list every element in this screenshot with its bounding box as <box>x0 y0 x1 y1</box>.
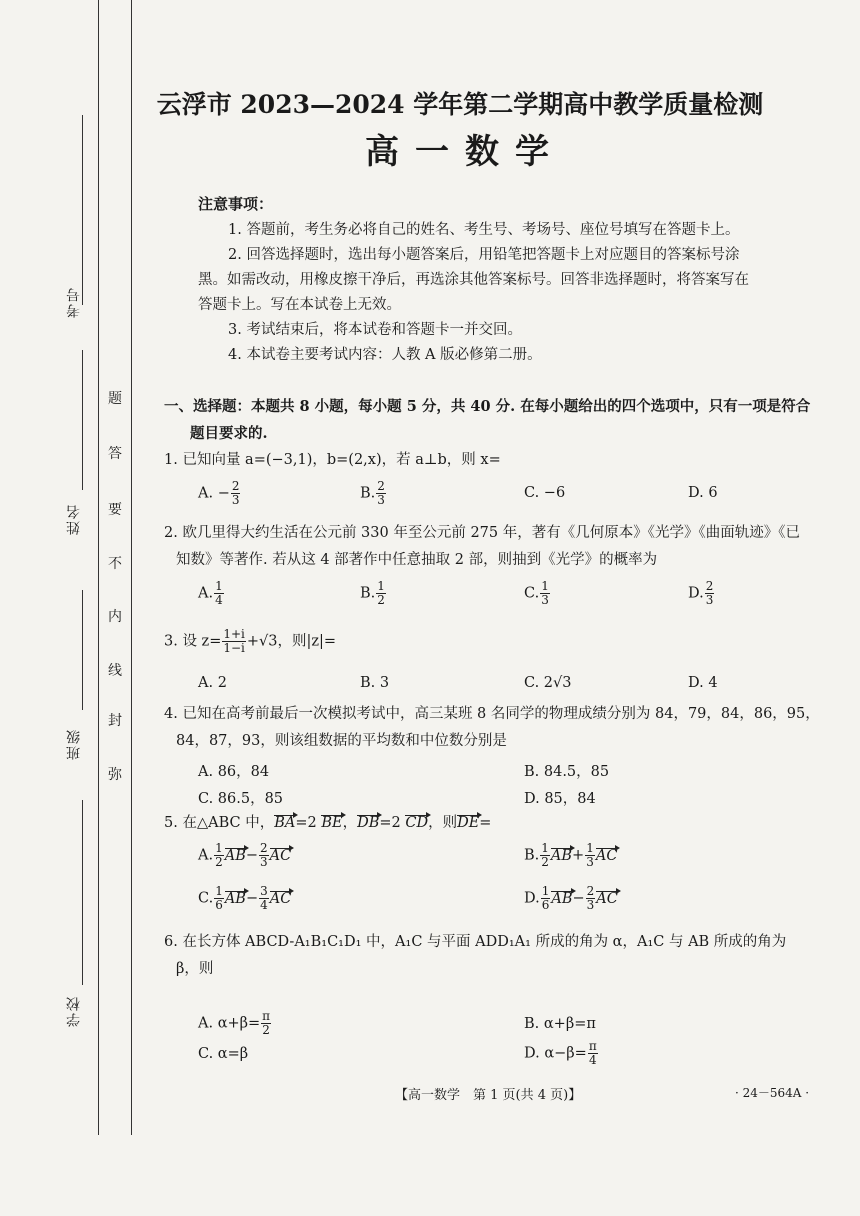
q5-option-b: B. $\frac{1}{2}$ AB+ $\frac{1}{3}$ AC <box>524 841 618 869</box>
seal-char-2: 要 <box>108 502 122 518</box>
seal-char-1: 答 <box>108 446 122 462</box>
notice-item-2: 2. 回答选择题时，选出每小题答案后，用铅笔把答题卡上对应题目的答案标号涂 <box>228 247 740 263</box>
xuexiao-label: 学校 <box>66 995 82 1027</box>
subject-title: 高一数学 <box>365 132 565 172</box>
seal-char-4: 内 <box>108 609 122 625</box>
seal-char-0: 题 <box>108 391 122 407</box>
paper-code: · 24－564A · <box>735 1086 810 1100</box>
question-6-line2: β，则 <box>176 961 214 977</box>
xuexiao-blank <box>82 800 83 985</box>
q2-option-b: B. $\frac{1}{2}$ <box>360 579 385 607</box>
q1-option-b: B. $\frac{2}{3}$ <box>360 479 385 507</box>
notice-item-2-cont2: 答题卡上。写在本试卷上无效。 <box>198 297 401 313</box>
banji-label: 班级 <box>66 728 82 760</box>
q6-option-d: D. α−β= $\frac{\pi}{4}$ <box>524 1039 597 1067</box>
notice-item-4: 4. 本试卷主要考试内容：人教 A 版必修第二册。 <box>228 347 542 363</box>
section-heading <box>164 393 834 447</box>
seal-char-3: 不 <box>108 556 122 572</box>
q6-option-c: C. α=β <box>198 1046 249 1062</box>
q4-option-b: B. 84.5，85 <box>524 764 610 780</box>
question-4-line1: 4. 已知在高考前最后一次模拟考试中，高三某班 8 名同学的物理成绩分别为 84，79，84，86，95， <box>164 706 820 722</box>
question-6-line1: 6. 在长方体 ABCD-A₁B₁C₁D₁ 中，A₁C 与平面 ADD₁A₁ 所成的角为 α，A₁C 与 AB 所成的角为 <box>164 934 787 950</box>
question-2-line1: 2. 欧几里得大约生活在公元前 330 年至公元前 275 年，著有《几何原本》《光学》《曲面轨迹》《已 <box>164 525 800 541</box>
q5-option-c: C. $\frac{1}{6}$ AB− $\frac{3}{4}$ AC <box>198 884 292 912</box>
q4-option-a: A. 86，84 <box>198 764 270 780</box>
question-4-line2: 84，87，93，则该组数据的平均数和中位数分别是 <box>176 733 507 749</box>
section-heading-line1: 一、选择题：本题共 8 小题，每小题 5 分，共 40 分. 在每小题给出的四个选项中，只有一项是符合 <box>164 398 811 415</box>
notice-item-3: 3. 考试结束后，将本试卷和答题卡一并交回。 <box>228 322 522 338</box>
seal-char-7: 弥 <box>108 767 122 783</box>
q1-option-d: D. 6 <box>688 485 718 501</box>
notice-item-2-cont: 黑。如需改动，用橡皮擦干净后，再选涂其他答案标号。回答非选择题时，将答案写在 <box>198 272 749 288</box>
q3-option-d: D. 4 <box>688 675 718 691</box>
seal-char-6: 封 <box>108 713 122 729</box>
notice-item-1: 1. 答题前，考生务必将自己的姓名、考生号、考场号、座位号填写在答题卡上。 <box>228 222 740 238</box>
q2-option-d: D. $\frac{2}{3}$ <box>688 579 714 607</box>
q2-option-c: C. $\frac{1}{3}$ <box>524 579 549 607</box>
q4-option-d: D. 85，84 <box>524 791 596 807</box>
q3-option-b: B. 3 <box>360 675 390 691</box>
xingming-label: 姓名 <box>66 503 82 535</box>
q1-option-c: C. −6 <box>524 485 566 501</box>
question-5-stem: 5. 在△ABC 中，BA=2 BE，DB=2 CD，则DE= <box>164 815 492 831</box>
question-2-line2: 知数》等著作. 若从这 4 部著作中任意抽取 2 部，则抽到《光学》的概率为 <box>176 552 658 568</box>
q1-option-a: A. − $\frac{2}{3}$ <box>198 479 240 507</box>
kaohao-label: 考号 <box>66 286 82 318</box>
q5-option-a: A. $\frac{1}{2}$ AB− $\frac{2}{3}$ AC <box>198 841 292 869</box>
section-heading-line2: 题目要求的. <box>190 425 268 442</box>
exam-title: 云浮市 2023—2024 学年第二学期高中教学质量检测 <box>156 90 764 119</box>
q3-option-c: C. 2√3 <box>524 675 572 691</box>
q4-option-c: C. 86.5，85 <box>198 791 284 807</box>
page-footer: 【高一数学 第 1 页(共 4 页)】 <box>395 1088 582 1103</box>
notice-heading: 注意事项： <box>198 195 274 213</box>
q6-option-a: A. α+β= $\frac{\pi}{2}$ <box>198 1009 271 1037</box>
xingming-blank <box>82 350 83 490</box>
q6-option-b: B. α+β=π <box>524 1016 596 1032</box>
banji-blank <box>82 590 83 710</box>
q2-option-a: A. $\frac{1}{4}$ <box>198 579 223 607</box>
question-1-stem: 1. 已知向量 a=(−3,1)，b=(2,x)，若 a⊥b，则 x= <box>164 452 501 468</box>
q3-option-a: A. 2 <box>198 675 227 691</box>
question-3-stem: 3. 设 z= $\frac{1+i}{1-i}$ +√3，则|z|= <box>164 627 337 655</box>
seal-char-5: 线 <box>108 663 122 679</box>
q5-option-d: D. $\frac{1}{6}$ AB− $\frac{2}{3}$ AC <box>524 884 618 912</box>
